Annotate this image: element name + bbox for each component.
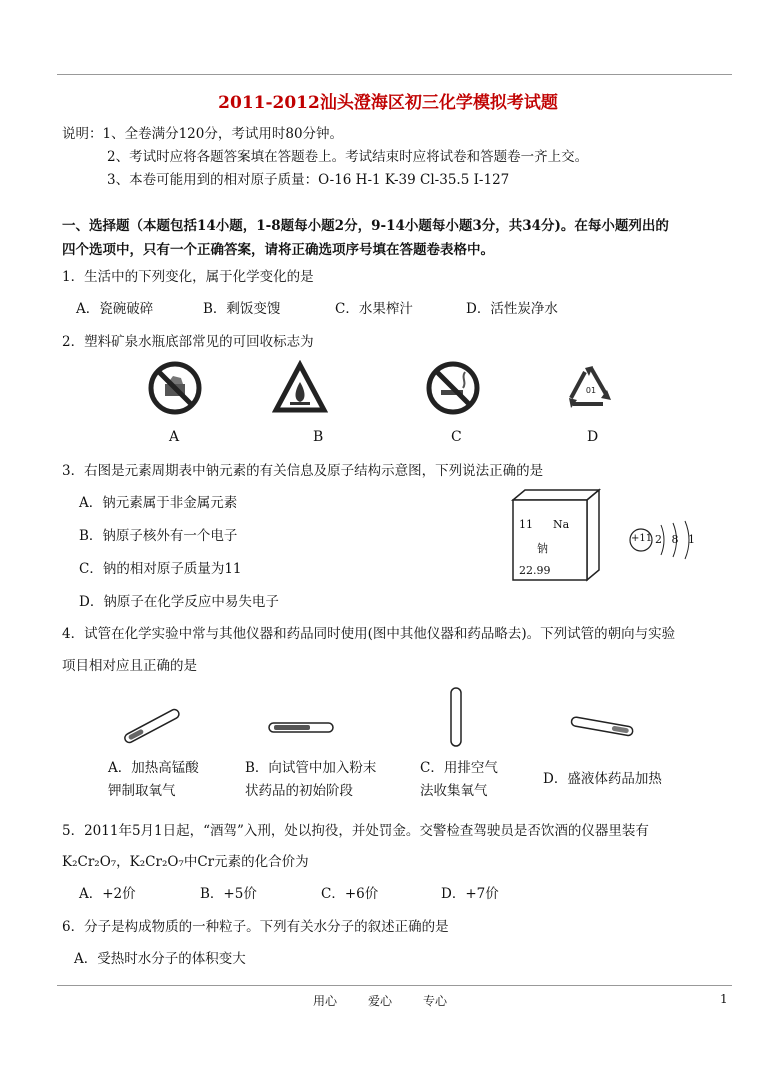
q5-option-d: D．+7价 [441,886,499,902]
q5-option-a: A．+2价 [79,886,136,902]
footer-word-3: 专心 [423,994,448,1008]
q5-option-c: C．+6价 [321,886,379,902]
q3-stem: 3．右图是元素周期表中钠元素的有关信息及原子结构示意图，下列说法正确的是 [62,463,544,479]
q6-option-a: A．受热时水分子的体积变大 [74,951,246,967]
q4-option-a-line2: 钾制取氧气 [108,783,176,799]
test-tube-b-icon [266,718,336,738]
q3-option-d: D．钠原子在化学反应中易失电子 [79,594,279,610]
q1-option-d: D．活性炭净水 [466,301,558,317]
q4-stem-line1: 4．试管在化学实验中常与其他仪器和药品同时使用(图中其他仪器和药品略去)。下列试管的朝向与实验 [62,626,676,642]
element-name: 钠 [537,542,548,555]
q2-label-a: A [169,429,180,445]
q3-option-a: A．钠元素属于非金属元素 [79,495,238,511]
element-mass: 22.99 [519,564,551,577]
note-3: 3、本卷可能用到的相对原子质量：O-16 H-1 K-39 Cl-35.5 I-127 [107,172,510,188]
q1-option-a: A．瓷碗破碎 [76,301,154,317]
note-1: 说明：1、全卷满分120分，考试用时80分钟。 [62,126,344,142]
test-tube-a-icon [118,706,188,746]
footer-rule [57,985,732,986]
q4-option-d-line1: D．盛液体药品加热 [543,771,662,787]
q4-option-c-line2: 法收集氧气 [420,783,488,799]
q1-option-c: C．水果榨汁 [335,301,413,317]
note-2: 2、考试时应将各题答案填在答题卷上。考试结束时应将试卷和答题卷一齐上交。 [107,149,589,165]
section1-heading-2: 四个选项中，只有一个正确答案，请将正确选项序号填在答题卷表格中。 [62,242,494,258]
element-symbol: Na [553,518,570,531]
q4-option-b-line2: 状药品的初始阶段 [245,783,353,799]
section1-heading-1: 一、选择题（本题包括14小题，1-8题每小题2分，9-14小题每小题3分，共34分)。在每小题列出的 [62,218,669,234]
q3-option-b: B．钠原子核外有一个电子 [79,528,238,544]
q3-option-c: C．钠的相对原子质量为11 [79,561,242,577]
footer-word-1: 用心 [313,994,338,1008]
recycle-icon [563,360,619,416]
q5-option-b: B．+5价 [200,886,257,902]
flammable-warning-icon [272,360,328,416]
atom-nucleus-charge: +11 [631,533,653,544]
no-smoking-icon [425,360,481,416]
q5-formula-line: K₂Cr₂O₇，K₂Cr₂O₇中Cr元素的化合价为 [62,854,309,870]
q4-option-a-line1: A．加热高锰酸 [108,760,199,776]
footer-word-2: 爱心 [368,994,393,1008]
q2-label-c: C [451,429,462,445]
no-littering-icon [147,360,203,416]
q2-label-d: D [587,429,599,445]
page-number: 1 [720,992,728,1006]
recycle-code: 01 [585,386,597,395]
test-tube-c-icon [446,686,466,750]
page-title: 2011-2012汕头澄海区初三化学模拟考试题 [218,93,558,113]
q4-option-c-line1: C．用排空气 [420,760,498,776]
test-tube-d-icon [568,712,638,742]
q6-stem: 6．分子是构成物质的一种粒子。下列有关水分子的叙述正确的是 [62,919,449,935]
element-number: 11 [519,518,533,531]
q4-stem-line2: 项目相对应且正确的是 [62,658,197,674]
q5-stem-line1: 5．2011年5月1日起，“酒驾”入刑，处以拘役，并处罚金。交警检查驾驶员是否饮酒的仪器里装有 [62,823,649,839]
q1-option-b: B．剩饭变馊 [203,301,281,317]
q1-stem: 1．生活中的下列变化，属于化学变化的是 [62,269,314,285]
q2-label-b: B [313,429,324,445]
q4-option-b-line1: B．向试管中加入粉末 [245,760,377,776]
q2-stem: 2．塑料矿泉水瓶底部常见的可回收标志为 [62,334,314,350]
atom-electron-shells: 2 8 1 [655,533,698,546]
top-rule [57,74,732,75]
